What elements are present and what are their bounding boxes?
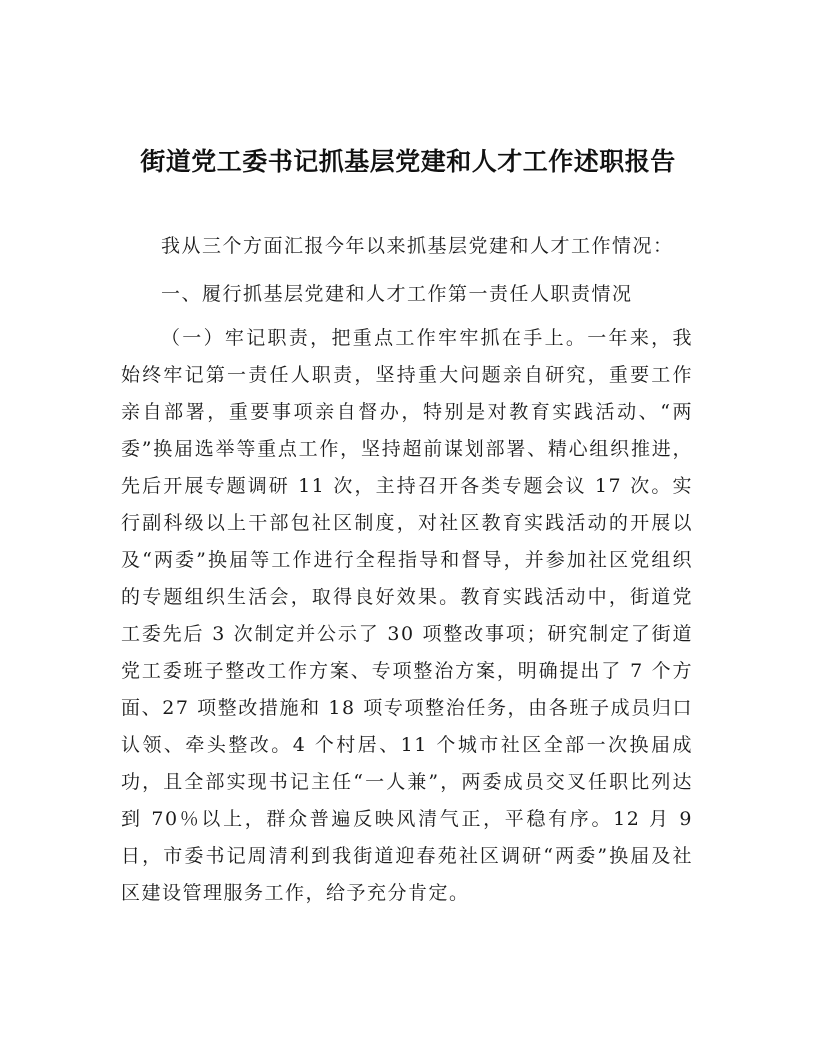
document-title: 街道党工委书记抓基层党建和人才工作述职报告 bbox=[140, 147, 676, 176]
section-heading: 一、履行抓基层党建和人才工作第一责任人职责情况 bbox=[161, 283, 633, 305]
body-paragraph: （一）牢记职责，把重点工作牢牢抓在手上。一年来，我始终牢记第一责任人职责，坚持重大问题亲自研究，重要工作亲自部署，重要事项亲自督办，特别是对教育实践活动、“两委”换届选举等重点工作，坚持超前谋划部署、精心组织推进，先后开展专题调研 11 次，主持召开各类专题会议 17 次。实行副科级以上干部包社区制度，对社区教育实践活动的开展以及“两委”换届等工作进行全程指导和督导，并参加社区党组织的专题组织生活会，取得良好效果。教育实践活动中，街道党工委先后 3 次制定并公示了 30 项整改事项；研究制定了街道党工委班子整改工作方案、专项整治方案，明确提出了 7 个方面、27 项整改措施和 18 项专项整治任务，由各班子成员归口认领、牵头整改。4 个村居、11 个城市社区全部一次换届成功，且全部实现书记主任“一人兼”，两委成员交叉任职比列达到 70％以上，群众普遍反映风清气正，平稳有序。12 月 9 日，市委书记周清利到我街道迎春苑社区调研“两委”换届及社区建设管理服务工作，给予充分肯定。 bbox=[121, 327, 693, 904]
intro-paragraph: 我从三个方面汇报今年以来抓基层党建和人才工作情况： bbox=[161, 235, 674, 257]
